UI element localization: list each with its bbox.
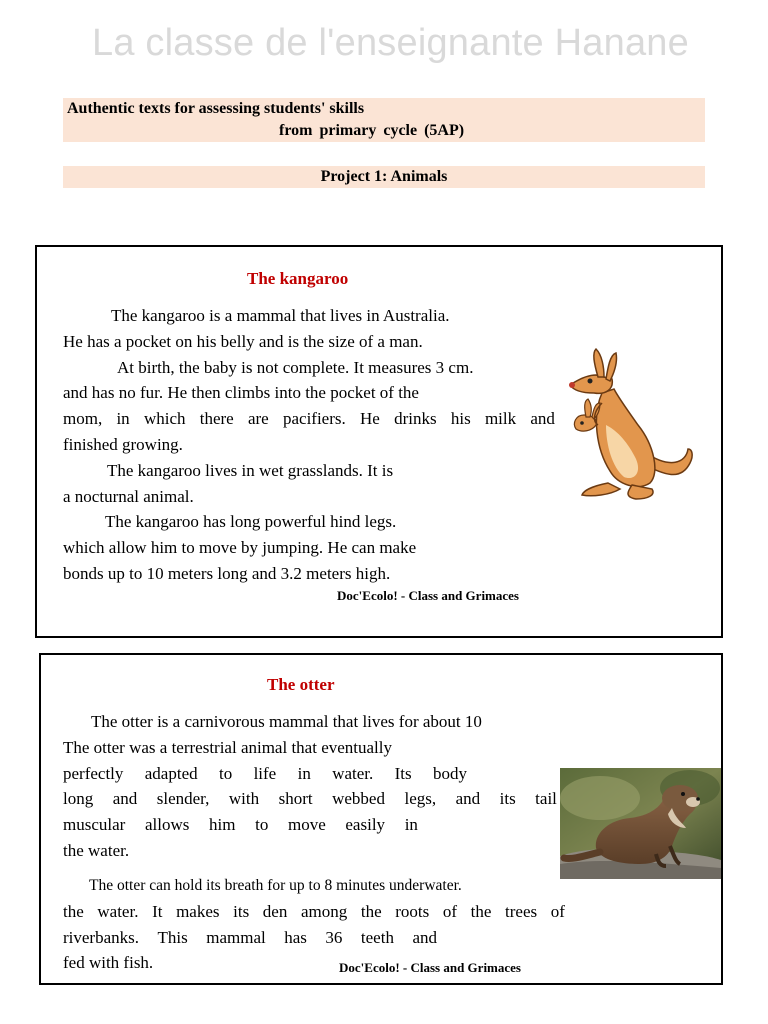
otter-text-1 (63, 709, 557, 864)
header-band (63, 98, 705, 142)
word: body (432, 763, 467, 783)
kangaroo-illustration (562, 345, 698, 505)
otter-source: Doc'Ecolo! - Class and Grimaces (339, 960, 521, 975)
word: its (499, 789, 516, 809)
word: roots (395, 901, 430, 921)
word: Its (394, 763, 412, 783)
text-line: The otter can hold its breath for up to 8 minutes underwater. (89, 877, 462, 894)
word: with (228, 789, 260, 809)
otter-title: The otter (267, 675, 335, 694)
word: in (297, 763, 311, 783)
word: pacifiers. (282, 409, 346, 429)
word: easily (345, 815, 386, 835)
word: there (199, 409, 234, 429)
word: perfectly (63, 763, 124, 783)
word: are (247, 409, 269, 429)
text-line: bonds up to 10 meters long and 3.2 meters high. (63, 563, 391, 583)
word: the (470, 901, 492, 921)
word: trees (505, 901, 538, 921)
word: and (412, 927, 437, 947)
header-line-1: Authentic texts for assessing students' skills (67, 100, 365, 117)
text-line: the water. (63, 840, 130, 860)
word: among (300, 901, 348, 921)
text-line-justified (63, 812, 418, 838)
word: tail (535, 789, 557, 809)
text-line: The kangaroo has long powerful hind legs. (105, 512, 397, 532)
text-line: The otter is a carnivorous mammal that lives for about 10 (91, 712, 482, 731)
word: milk (484, 409, 517, 429)
text-line: At birth, the baby is not complete. It measures 3 cm. (117, 357, 474, 377)
word: move (287, 815, 326, 835)
text-line: fed with fish. (63, 953, 154, 973)
text-line-justified (63, 406, 555, 432)
word: water. (332, 763, 374, 783)
word: legs, (404, 789, 437, 809)
word: life (253, 763, 277, 783)
word: in (404, 815, 418, 835)
word: has (284, 927, 307, 947)
text-line: which allow him to move by jumping. He can make (63, 538, 417, 558)
word: riverbanks. (63, 927, 140, 947)
text-line-justified (63, 899, 565, 925)
kangaroo-section (35, 245, 723, 638)
kangaroo-text (63, 303, 555, 587)
word: him (209, 815, 236, 835)
header-line-2: from primary cycle (5AP) (279, 122, 465, 139)
word: his (450, 409, 471, 429)
text-line-justified (63, 761, 467, 787)
word: its (233, 901, 250, 921)
text-line: finished growing. (63, 434, 183, 454)
word: water. (97, 901, 139, 921)
word: which (143, 409, 186, 429)
word: mom, (63, 409, 103, 429)
word: the (63, 901, 84, 921)
text-line: The kangaroo lives in wet grasslands. It is (107, 460, 394, 480)
project-title: Project 1: Animals (63, 166, 705, 188)
word: 36 (325, 927, 343, 947)
word: drinks (394, 409, 437, 429)
text-line: The otter was a terrestrial animal that eventually (63, 737, 393, 757)
word: teeth (360, 927, 394, 947)
text-line: He has a pocket on his belly and is the size of a man. (63, 331, 423, 351)
text-line: a nocturnal animal. (63, 486, 194, 506)
word: adapted (144, 763, 198, 783)
word: allows (144, 815, 190, 835)
word: makes (176, 901, 220, 921)
kangaroo-source: Doc'Ecolo! - Class and Grimaces (337, 588, 519, 603)
word: of (442, 901, 458, 921)
word: of (550, 901, 565, 921)
word: den (262, 901, 288, 921)
word: and (112, 789, 138, 809)
otter-section (39, 653, 723, 985)
word: to (218, 763, 233, 783)
word: mammal (206, 927, 266, 947)
otter-photo (560, 768, 721, 879)
word: and (530, 409, 555, 429)
word: It (152, 901, 163, 921)
word: the (360, 901, 382, 921)
word: webbed (332, 789, 385, 809)
word: in (116, 409, 130, 429)
word: to (255, 815, 269, 835)
word: long (63, 789, 94, 809)
text-line: The kangaroo is a mammal that lives in Australia. (111, 306, 450, 325)
word: This (157, 927, 188, 947)
kangaroo-title: The kangaroo (247, 269, 349, 288)
word: He (360, 409, 380, 429)
word: short (278, 789, 313, 809)
word: slender, (156, 789, 210, 809)
word: muscular (63, 815, 126, 835)
text-line-justified (63, 786, 557, 812)
text-line-justified (63, 925, 437, 951)
watermark: La classe de l'enseignante Hanane (92, 22, 689, 64)
text-line: and has no fur. He then climbs into the pocket of the (63, 383, 419, 403)
word: and (455, 789, 481, 809)
